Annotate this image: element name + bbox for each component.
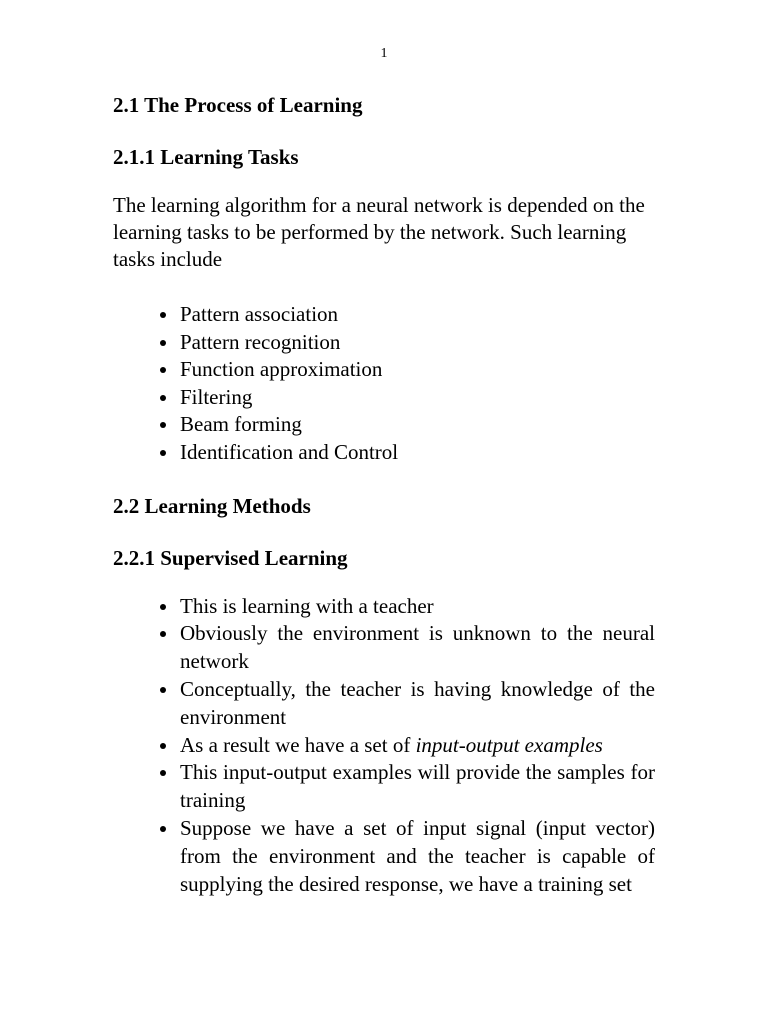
list-item: Pattern recognition: [113, 329, 655, 357]
subsection-heading-2-1-1: 2.1.1 Learning Tasks: [113, 145, 299, 169]
emphasized-term: input-output examples: [415, 732, 603, 757]
list-item: Suppose we have a set of input signal (input vector) from the environment and the teacher is capable of supplying the desired response, we have a training set: [113, 815, 655, 898]
list-item: Identification and Control: [113, 439, 655, 467]
subsection-heading-2-2-1: 2.2.1 Supervised Learning: [113, 545, 348, 570]
learning-tasks-paragraph: The learning algorithm for a neural network is depended on the learning tasks to be performed by the network. Such learning tasks include: [113, 193, 645, 271]
page-number: 1: [380, 46, 388, 61]
list-item: This input-output examples will provide the samples for training: [113, 759, 655, 815]
list-item: Filtering: [113, 384, 655, 412]
list-item: Beam forming: [113, 411, 655, 439]
list-item: Obviously the environment is unknown to the neural network: [113, 620, 655, 676]
section-heading-2-1: 2.1 The Process of Learning: [113, 93, 363, 117]
list-item: Function approximation: [113, 356, 655, 384]
page-content: [113, 92, 655, 898]
section-heading-2-2: 2.2 Learning Methods: [113, 493, 311, 518]
list-item: Pattern association: [113, 301, 655, 329]
supervised-learning-list: [113, 593, 655, 899]
list-item: Conceptually, the teacher is having knowledge of the environment: [113, 676, 655, 732]
list-item: This is learning with a teacher: [113, 593, 655, 621]
list-item-text: As a result we have a set of: [180, 732, 416, 757]
learning-tasks-list: [113, 301, 655, 467]
list-item: [113, 732, 655, 760]
